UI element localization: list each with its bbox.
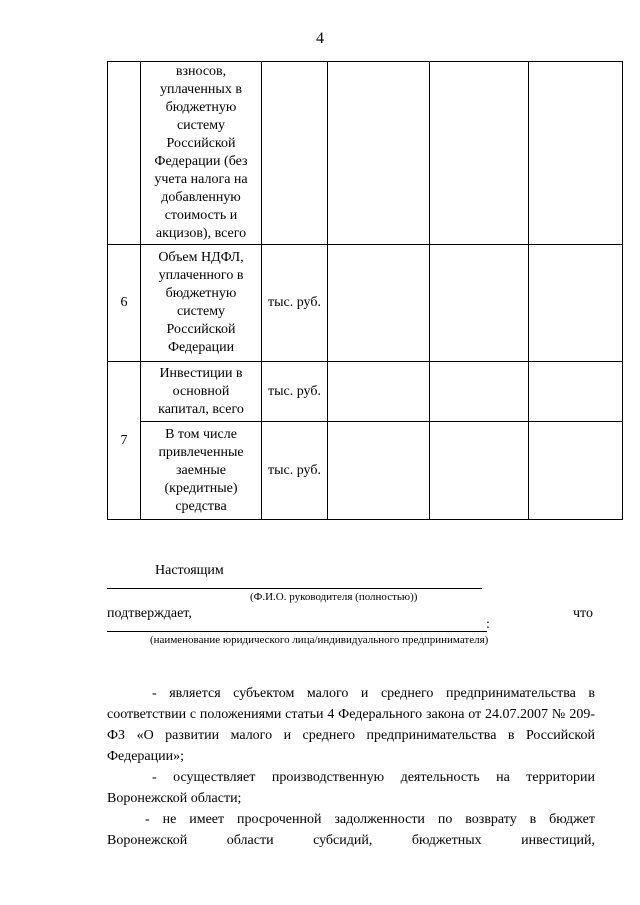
value-cell: [328, 422, 430, 520]
entity-name-underline: [107, 631, 487, 632]
name-line: основной: [172, 383, 230, 399]
table-row: [108, 422, 623, 520]
value-cell: [430, 362, 529, 422]
value-cell: [328, 245, 430, 362]
unit-cell: тыс. руб.: [262, 422, 328, 520]
name-line: акцизов), всего: [155, 226, 247, 241]
name-line: капитал, всего: [158, 401, 244, 417]
name-line: Федерации (без: [154, 154, 248, 169]
page-number: 4: [316, 30, 324, 47]
value-cell: [430, 422, 529, 520]
name-line: Объем НДФЛ,: [158, 250, 244, 265]
table-row: [108, 362, 623, 422]
unit-cell: тыс. руб.: [262, 362, 328, 422]
name-line: средства: [175, 498, 227, 514]
table-row: [108, 62, 623, 245]
colon-mark: :: [486, 617, 490, 632]
paragraph-smb-status: - является субъектом малого и среднего предпринимательства в соответствии с положениями статьи 4 Федерального закона от 24.07.2007 № 209-ФЗ «О развитии малого и среднего предпринимательства в Российской Федерации»;: [107, 686, 595, 764]
unit-cell: [262, 62, 328, 245]
confirms-text: подтверждает,: [107, 606, 192, 621]
row-number-cell: 6: [108, 245, 141, 362]
value-cell: [529, 62, 623, 245]
value-cell: [529, 422, 623, 520]
name-line: взносов,: [175, 64, 227, 79]
indicators-table: [107, 61, 623, 520]
name-line: Инвестиции в: [159, 365, 243, 381]
table-row: [108, 245, 623, 362]
name-line: Федерации: [167, 340, 235, 355]
intro-text: Настоящим: [155, 563, 224, 578]
director-caption: (Ф.И.О. руководителя (полностью)): [250, 591, 418, 603]
name-line: систему: [176, 118, 226, 133]
value-cell: [328, 62, 430, 245]
paragraph-production: - осуществляет производственную деятельность на территории Воронежской области;: [107, 770, 595, 806]
unit-cell: тыс. руб.: [262, 245, 328, 362]
value-cell: [430, 62, 529, 245]
name-line: привлеченные: [158, 444, 244, 460]
name-line: добавленную: [161, 190, 241, 205]
name-line: В том числе: [165, 426, 237, 442]
row-number-cell: [108, 62, 141, 245]
name-line: уплаченных в: [160, 82, 242, 97]
name-line: бюджетную: [165, 286, 237, 301]
value-cell: [529, 245, 623, 362]
name-line: уплаченного в: [158, 268, 244, 283]
name-line: Российской: [166, 322, 236, 337]
value-cell: [328, 362, 430, 422]
value-cell: [529, 362, 623, 422]
name-line: бюджетную: [165, 100, 237, 115]
indicator-name-cell: [141, 362, 262, 422]
that-text: что: [573, 606, 593, 621]
indicator-name-cell: [141, 245, 262, 362]
name-line: Российской: [166, 136, 236, 151]
paragraph-no-debt: - не имеет просроченной задолженности по возврату в бюджет Воронежской области субсидий, бюджетных инвестиций,: [107, 812, 595, 848]
name-line: систему: [176, 304, 226, 319]
name-line: заемные: [176, 462, 226, 478]
row-number-cell: 7: [108, 362, 141, 520]
name-line: учета налога на: [154, 172, 248, 187]
entity-caption: (наименование юридического лица/индивидуального предпринимателя): [150, 634, 489, 646]
value-cell: [430, 245, 529, 362]
director-name-underline: [107, 588, 482, 589]
indicator-name-cell: [141, 422, 262, 520]
indicator-name-cell: [141, 62, 262, 245]
name-line: стоимость и: [164, 208, 238, 223]
name-line: (кредитные): [164, 480, 238, 496]
